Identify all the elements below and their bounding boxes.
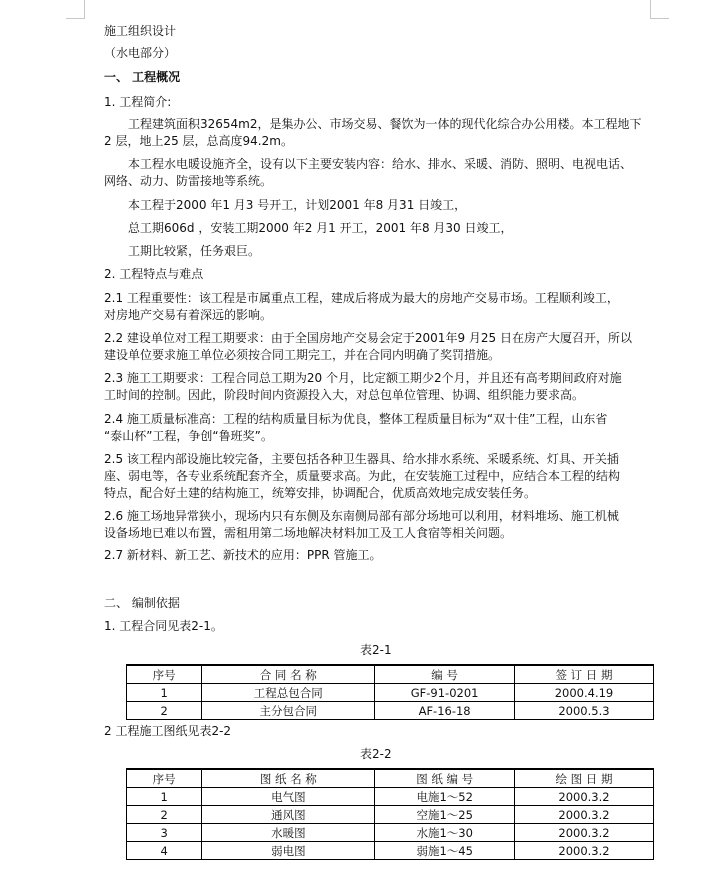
- item-2-4: 2.4 施工质量标准高：工程的结构质量目标为优良，整体工程质量目标为“双十佳”工程，山东省: [104, 412, 608, 426]
- table-cell: 弱施1～45: [375, 842, 515, 860]
- table-cell: 2000.3.2: [514, 842, 653, 860]
- table-row: [127, 824, 654, 842]
- header-cell: 编 号: [375, 665, 515, 684]
- duration-line: 总工期606d ，安装工期2000 年2 月1 开工，2001 年8 月30 日竣工，: [128, 221, 513, 235]
- table-cell: GF-91-0201: [375, 684, 515, 702]
- item-2-3: 2.3 施工工期要求：工程合同总工期为20 个月，比定额工期少2个月，并且还有高考期间政府对施: [104, 371, 622, 385]
- table-header-row: [127, 665, 654, 684]
- header-cell: 合 同 名 称: [202, 665, 375, 684]
- item-2-2: 2.2 建设单位对工程工期要求：由于全国房地产交易会定于2001年9 月25 日在房产大厦召开，所以: [104, 331, 632, 345]
- table-cell: 工程总包合同: [202, 684, 375, 702]
- table-cell: 1: [127, 788, 202, 806]
- section2-heading: 二、 编制依据: [104, 596, 180, 610]
- item-2-2: 建设单位要求施工单位必须按合同工期完工，并在合同内明确了奖罚措施。: [104, 348, 501, 362]
- schedule-line: 本工程于2000 年1 月3 号开工，计划2001 年8 月31 日竣工，: [128, 198, 467, 212]
- item-2-1: 对房地产交易有着深远的影响。: [104, 308, 273, 322]
- table-cell: 2: [127, 806, 202, 824]
- table-row: [127, 806, 654, 824]
- contracts-table: [126, 664, 654, 720]
- table-cell: 主分包合同: [202, 702, 375, 720]
- systems-line: 本工程水电暖设施齐全，设有以下主要安装内容：给水、排水、采暖、消防、照明、电视电话、: [128, 157, 633, 171]
- header-cell: 图 纸 编 号: [375, 769, 515, 788]
- table-header-row: [127, 769, 654, 788]
- table-row: [127, 842, 654, 860]
- section1-heading: 一、 工程概况: [104, 70, 181, 84]
- table-row: [127, 702, 654, 720]
- table-row: [127, 788, 654, 806]
- table-cell: 3: [127, 824, 202, 842]
- table-cell: 空施1～25: [375, 806, 515, 824]
- table1-caption: 表2-1: [360, 643, 392, 657]
- item-2-3: 工时间的控制。因此，阶段时间内资源投入大，对总包单位管理、协调、组织能力要求高。: [104, 388, 585, 402]
- item-2-5: 特点，配合好土建的结构施工，统筹安排，协调配合，优质高效地完成安装任务。: [104, 486, 537, 500]
- table-cell: 1: [127, 684, 202, 702]
- table-row: [127, 684, 654, 702]
- header-cell: 序号: [127, 769, 202, 788]
- header-cell: 绘 图 日 期: [514, 769, 653, 788]
- urgency-line: 工期比较紧，任务艰巨。: [128, 244, 261, 258]
- table-cell: 水施1～30: [375, 824, 515, 842]
- item-2-6: 2.6 施工场地异常狭小，现场内只有东侧及东南侧局部有部分场地可以利用，材料堆场、施工机械: [104, 509, 619, 523]
- table-cell: 2: [127, 702, 202, 720]
- header-cell: 签 订 日 期: [514, 665, 653, 684]
- intro-line: 工程建筑面积32654m2，是集办公、市场交易、餐饮为一体的现代化综合办公用楼。本工程地下: [128, 117, 642, 131]
- table-cell: 2000.3.2: [514, 824, 653, 842]
- item-2-5: 座、弱电等，各专业系统配套齐全，质量要求高。为此，在安装施工过程中，应结合本工程的结构: [104, 469, 621, 483]
- table-cell: 水暖图: [202, 824, 375, 842]
- drawings-intro: 2 工程施工图纸见表2-2: [104, 724, 232, 738]
- item-2-6: 设备场地已难以布置，需租用第二场地解决材料加工及工人食宿等相关问题。: [104, 526, 513, 540]
- header-cell: 图 纸 名 称: [202, 769, 375, 788]
- item-2-7: 2.7 新材料、新工艺、新技术的应用：PPR 管施工。: [104, 548, 382, 562]
- table-cell: 电施1～52: [375, 788, 515, 806]
- table-cell: 通风图: [202, 806, 375, 824]
- item-2-4: “泰山杯”工程，争创“鲁班奖”。: [104, 429, 273, 443]
- table-cell: 2000.5.3: [514, 702, 653, 720]
- header-cell: 序号: [127, 665, 202, 684]
- systems-line: 网络、动力、防雷接地等系统。: [104, 174, 273, 188]
- table-cell: 电气图: [202, 788, 375, 806]
- table-cell: 2000.3.2: [514, 806, 653, 824]
- table2-caption: 表2-2: [360, 747, 392, 761]
- doc-subtitle: （水电部分）: [104, 46, 177, 60]
- doc-title: 施工组织设计: [104, 24, 177, 38]
- table-cell: 4: [127, 842, 202, 860]
- table-cell: 弱电图: [202, 842, 375, 860]
- table-cell: AF-16-18: [375, 702, 515, 720]
- drawings-table: [126, 768, 654, 860]
- item-2-5: 2.5 该工程内部设施比较完备，主要包括各种卫生器具、给水排水系统、采暖系统、灯具、开关插: [104, 452, 619, 466]
- item-2-1: 2.1 工程重要性：该工程是市属重点工程，建成后将成为最大的房地产交易市场。工程顺利竣工，: [104, 291, 619, 305]
- table-cell: 2000.4.19: [514, 684, 653, 702]
- features-heading: 2. 工程特点与难点: [104, 267, 204, 281]
- intro-line: 2 层，地上25 层，总高度94.2m。: [104, 134, 293, 148]
- contracts-intro: 1. 工程合同见表2-1。: [104, 619, 223, 633]
- crop-mark-top-left: [66, 0, 85, 19]
- table-cell: 2000.3.2: [514, 788, 653, 806]
- crop-mark-top-right: [650, 0, 669, 19]
- intro-heading: 1. 工程简介:: [104, 95, 172, 109]
